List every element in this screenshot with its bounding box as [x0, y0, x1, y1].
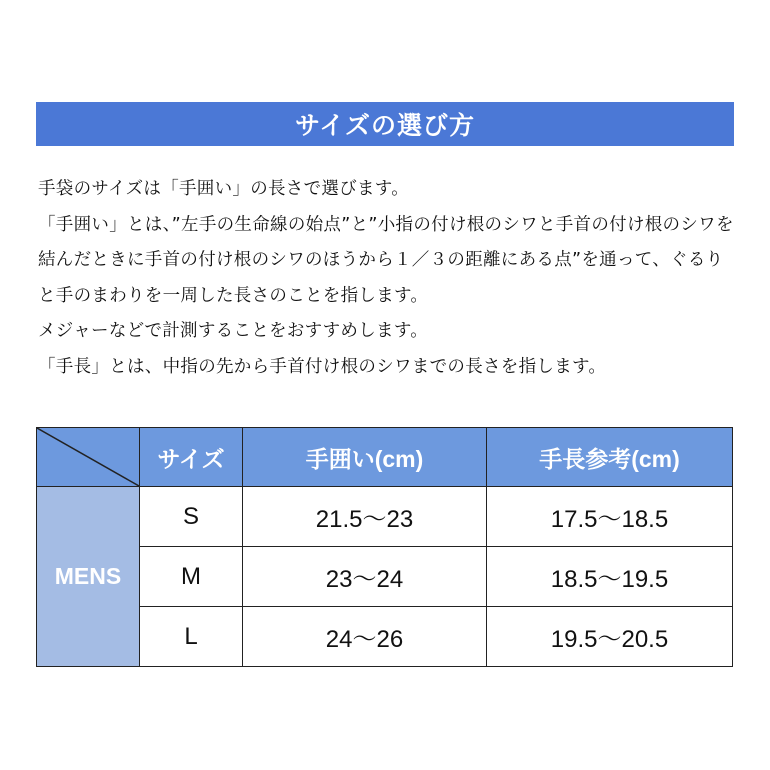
table-header-row [37, 428, 733, 487]
size-cell: M [140, 547, 243, 607]
size-guide-description [38, 172, 738, 385]
description-line: メジャーなどで計測することをおすすめします。 [38, 321, 429, 341]
length-cell: 17.5～18.5 [487, 487, 733, 547]
section-title: サイズの選び方 [294, 111, 475, 140]
table-row [37, 547, 733, 607]
girth-cell: 21.5～23 [243, 487, 487, 547]
girth-cell: 23～24 [243, 547, 487, 607]
description-line: 「手長」とは、中指の先から手首付け根のシワまでの長さを指します。 [38, 356, 607, 377]
length-cell: 18.5～19.5 [487, 547, 733, 607]
header-hand-girth: 手囲い(cm) [243, 428, 487, 487]
description-line: 「手囲い」とは、”左手の生命線の始点”と”小指の付け根のシワと手首の付け根のシワを結んだときに手首の付け根のシワのほうから１／３の距離にある点”を通って、ぐるりと手のまわりを一周した長さのことを指します。 [38, 214, 734, 306]
header-hand-length: 手長参考(cm) [487, 428, 733, 487]
group-label-mens: MENS [37, 487, 140, 667]
girth-cell: 24～26 [243, 607, 487, 667]
table-row [37, 487, 733, 547]
size-cell: S [140, 487, 243, 547]
table-row [37, 607, 733, 667]
header-size: サイズ [140, 428, 243, 487]
section-title-banner [36, 102, 734, 146]
diagonal-divider [37, 428, 139, 486]
size-chart-table [36, 427, 733, 667]
description-line: 手袋のサイズは「手囲い」の長さで選びます。 [38, 179, 409, 199]
size-cell: L [140, 607, 243, 667]
length-cell: 19.5～20.5 [487, 607, 733, 667]
corner-cell [37, 428, 140, 487]
